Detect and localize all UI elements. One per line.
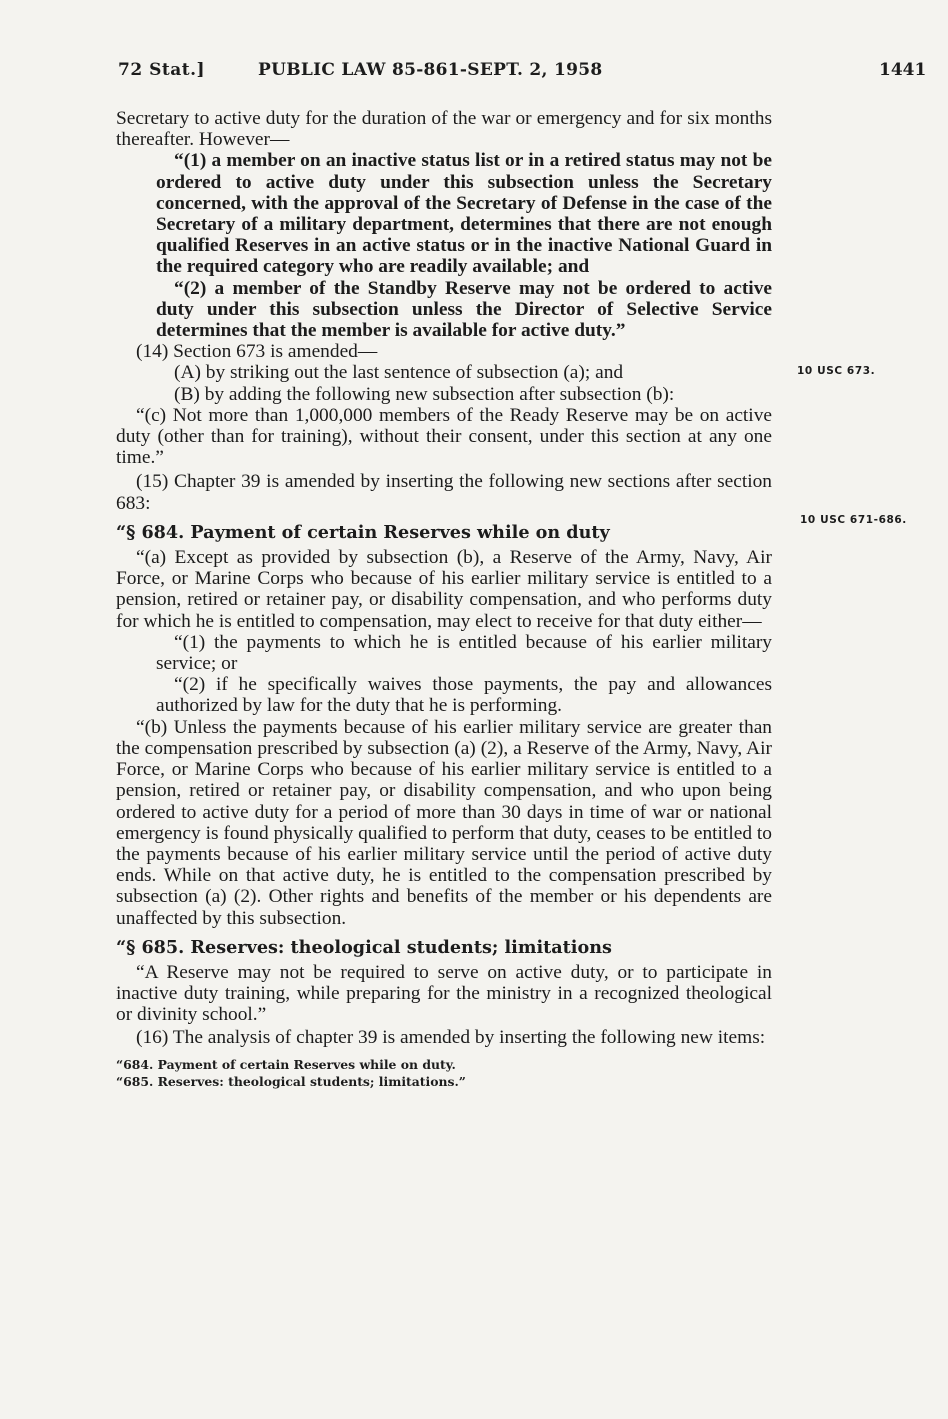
analysis-item-685: “685. Reserves: theological students; limitations.” [116,1073,466,1089]
item-1: “(1) the payments to which he is entitled because of his earlier military service; or [156,631,772,675]
clause-B: (B) by adding the following new subsection after subsection (b): [174,383,675,405]
subsection-a: “(a) Except as provided by subsection (b), a Reserve of the Army, Navy, Air Force, or Marine Corps who because of his earlier military service is entitled to a pension, retired or retainer pay, or disability compensation, and who performs duty for which he is entitled to compensation, may elect to receive for that duty either— [116,547,772,632]
clause-2: “(2) a member of the Standby Reserve may not be ordered to active duty under this subsection unless the Director of Selective Service determines that the member is available for active duty.” [156,277,772,342]
statute-volume: 72 Stat.] [118,60,206,80]
section-685-text: “A Reserve may not be required to serve on active duty, or to participate in inactive duty training, while preparing for the ministry in a recognized theological or divinity school.” [116,961,772,1026]
margin-citation-673: 10 USC 673. [797,365,876,377]
item-2: “(2) if he specifically waives those payments, the pay and allowances authorized by law for the duty that he is performing. [156,674,772,717]
running-header [0,60,948,88]
analysis-items [116,1056,772,1090]
analysis-item-684: “684. Payment of certain Reserves while on duty. [116,1056,456,1072]
paragraph-16: (16) The analysis of chapter 39 is amended by inserting the following new items: [136,1026,766,1048]
margin-citation-671-686: 10 USC 671-686. [800,514,907,526]
section-685-heading: “§ 685. Reserves: theological students; limitations [116,936,612,958]
section-684-heading: “§ 684. Payment of certain Reserves while on duty [116,521,610,543]
paragraph-14: (14) Section 673 is amended— [136,341,378,363]
paragraph: Secretary to active duty for the duration of the war or emergency and for six months thereafter. However— [116,108,772,151]
law-title: PUBLIC LAW 85-861-SEPT. 2, 1958 [258,60,603,80]
paragraph-15: (15) Chapter 39 is amended by inserting the following new sections after section 683: [116,471,772,514]
subsection-c: “(c) Not more than 1,000,000 members of the Ready Reserve may be on active duty (other than for training), without their consent, under this section at any one time.” [116,404,772,469]
clause-1: “(1) a member on an inactive status list or in a retired status may not be ordered to active duty under this subsection unless the Secretary concerned, with the approval of the Secretary of Defense in the case of the Secretary of a military department, determines that there are not enough qualified Reserves in an active status or in the inactive National Guard in the required category who are readily available; and [156,150,772,278]
law-text [116,108,772,1090]
subsection-b: “(b) Unless the payments because of his earlier military service are greater than the compensation prescribed by subsection (a) (2), a Reserve of the Army, Navy, Air Force, or Marine Corps who because of his earlier military service is entitled to a pension, retired or retainer pay, or disability compensation, and who upon being ordered to active duty for a period of more than 30 days in time of war or national emergency is found physically qualified to perform that duty, ceases to be entitled to the payments because of his earlier military service until the period of active duty ends. While on that active duty, he is entitled to the compensation prescribed by subsection (a) (2). Other rights and benefits of the member or his dependents are unaffected by this subsection. [116,716,772,929]
page-number: 1441 [879,60,927,80]
clause-A: (A) by striking out the last sentence of subsection (a); and [174,362,624,384]
